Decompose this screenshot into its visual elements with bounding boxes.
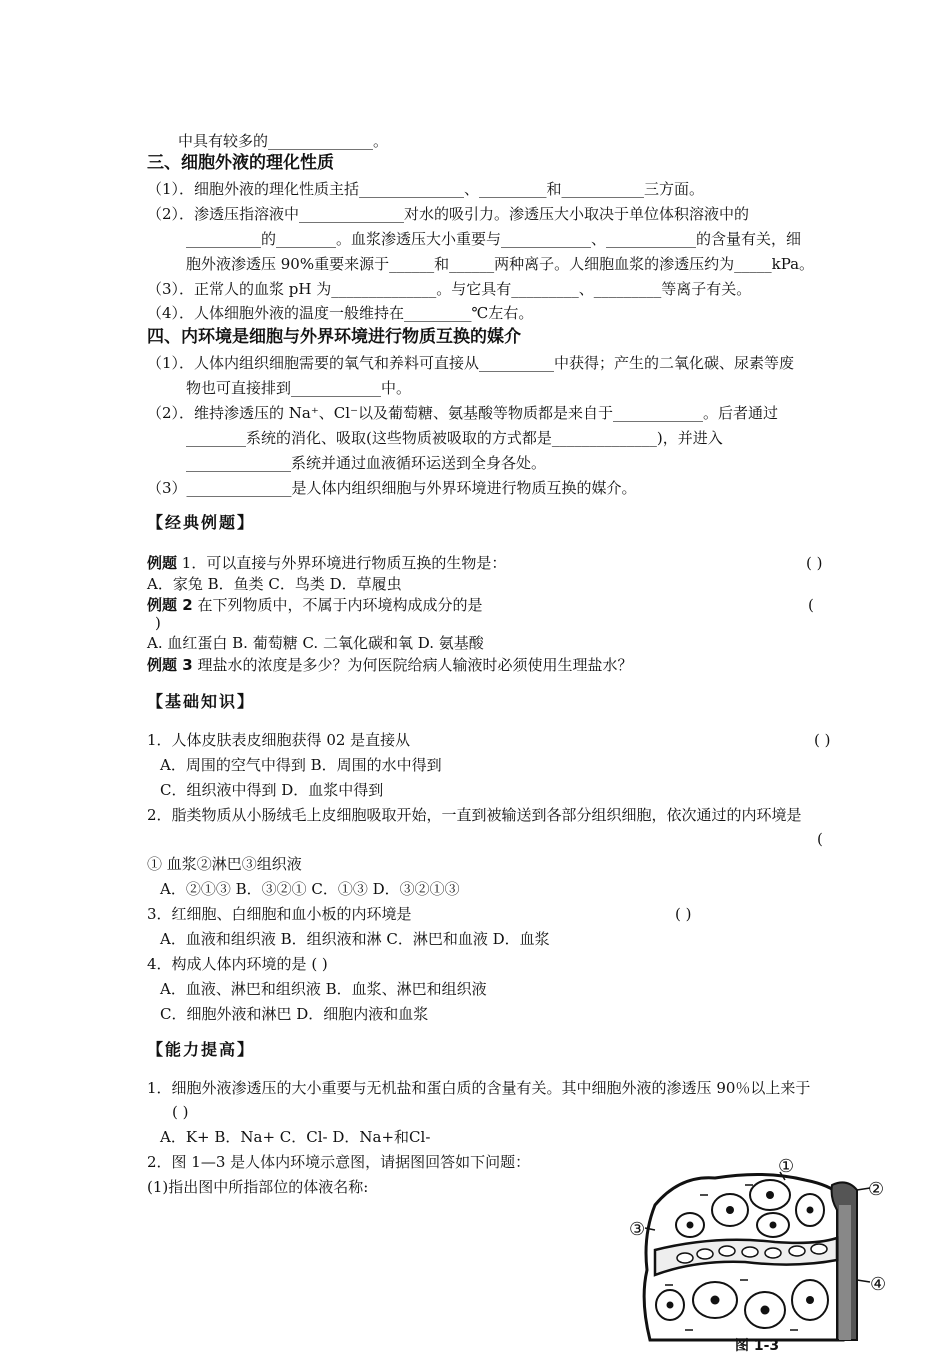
text-line: （1）．细胞外液的理化性质主括______________、_________和___________三方面。 <box>147 180 705 198</box>
answer-paren-close: ) <box>155 614 161 632</box>
answer-paren: ( ) <box>814 731 831 749</box>
example-label: 例题 3 <box>147 656 193 674</box>
example-text: 1．可以直接与外界环境进行物质互换的生物是： <box>177 554 507 572</box>
example-label: 例题 <box>147 554 178 572</box>
question-r2: 2．图 1—3 是人体内环境示意图，请据图回答如下问题： <box>147 1153 531 1171</box>
options-line: C．细胞外液和淋巴 D．细胞内液和血浆 <box>160 1005 429 1023</box>
options-line: A．血液、淋巴和组织液 B．血浆、淋巴和组织液 <box>160 980 487 998</box>
question-4: 4．构成人体内环境的是 ( ) <box>147 955 328 973</box>
answer-paren: ( <box>817 830 823 848</box>
figure-label-3: ③ <box>629 1219 646 1240</box>
options-line: A．②①③ B．③②① C．①③ D．③②①③ <box>160 880 460 898</box>
text-line: 胞外液渗透压 90%重要来源于______和______两种离子。人细胞血浆的渗透压约为_____kPa。 <box>186 255 815 273</box>
question-r2-sub: (1)指出图中所指部位的体液名称: <box>147 1178 369 1196</box>
options-line: A．血液和组织液 B．组织液和淋 C．淋巴和血液 D．血浆 <box>160 930 550 948</box>
example-text: 理盐水的浓度是多少？为何医院给病人输液时必须使用生理盐水？ <box>192 656 633 674</box>
section-heading-3: 三、细胞外液的理化性质 <box>147 153 334 173</box>
answer-paren: ( ) <box>675 905 692 923</box>
text-line: （4）．人体细胞外液的温度一般维持在_________℃左右。 <box>147 304 534 322</box>
text-line: （3）______________是人体内组织细胞与外界环境进行物质互换的媒介。 <box>147 479 637 497</box>
answer-paren: ( ) <box>172 1103 189 1121</box>
example-3 <box>147 655 632 675</box>
section-title-basics: 【基础知识】 <box>147 692 256 711</box>
figure-label-1: ① <box>778 1156 795 1177</box>
example-1 <box>147 553 506 573</box>
example-text: 在下列物质中，不属于内环境构成成分的是 <box>192 596 483 614</box>
text-line: 物也可直接排到____________中。 <box>186 379 412 397</box>
internal-environment-figure <box>625 1150 895 1344</box>
text-line: （2）．维持渗透压的 Na⁺、Cl⁻以及葡萄糖、氨基酸等物质都是来自于____________。后者通过 <box>147 404 778 422</box>
text-line: 中具有较多的______________。 <box>178 132 389 150</box>
question-1: 1．人体皮肤表皮细胞获得 02 是直接从 <box>147 731 411 749</box>
example-label: 例题 2 <box>147 596 193 614</box>
options-line: C．组织液中得到 D．血浆中得到 <box>160 781 384 799</box>
options-line: A. 血红蛋白 B. 葡萄糖 C. 二氧化碳和氧 D. 氨基酸 <box>147 634 484 652</box>
figure-caption: 图 1-3 <box>735 1338 780 1354</box>
options-line: A．周围的空气中得到 B．周围的水中得到 <box>160 756 442 774</box>
choices-line: ① 血浆②淋巴③组织液 <box>147 855 302 873</box>
figure-label-4: ④ <box>870 1274 887 1295</box>
text-line: ________系统的消化、吸取(这些物质被吸取的方式都是______________)，并进入 <box>186 429 723 447</box>
section-title-advanced: 【能力提高】 <box>147 1040 256 1059</box>
example-2 <box>147 595 482 615</box>
answer-paren: ( ) <box>806 554 823 572</box>
text-line: （2）．渗透压指溶液中______________对水的吸引力。渗透压大小取决于单位体积溶液中的 <box>147 205 750 223</box>
text-line: （1）．人体内组织细胞需要的氧气和养料可直接从__________中获得；产生的二氧化碳、尿素等废 <box>147 354 795 372</box>
options-line: A．K+ B．Na+ C．Cl- D．Na+和Cl- <box>160 1128 431 1146</box>
section-title-examples: 【经典例题】 <box>147 513 256 532</box>
options-line: A．家兔 B．鱼类 C．鸟类 D．草履虫 <box>147 575 402 593</box>
section-heading-4: 四、内环境是细胞与外界环境进行物质互换的媒介 <box>147 327 521 347</box>
text-line: ______________系统并通过血液循环运送到全身各处。 <box>186 454 547 472</box>
answer-paren-open: ( <box>808 596 814 614</box>
question-3: 3．红细胞、白细胞和血小板的内环境是 <box>147 905 412 923</box>
figure-label-2: ② <box>868 1179 885 1200</box>
question-2: 2．脂类物质从小肠绒毛上皮细胞吸取开始，一直到被输送到各部分组织细胞，依次通过的内环境是 <box>147 806 802 824</box>
text-line: __________的________。血浆渗透压大小重要与____________、____________的含量有关，细 <box>186 230 802 248</box>
text-line: （3）．正常人的血浆 pH 为______________。与它具有_________、_________等离子有关。 <box>147 280 752 298</box>
question-r1: 1．细胞外液渗透压的大小重要与无机盐和蛋白质的含量有关。其中细胞外液的渗透压 90％以上来于 <box>147 1079 811 1097</box>
